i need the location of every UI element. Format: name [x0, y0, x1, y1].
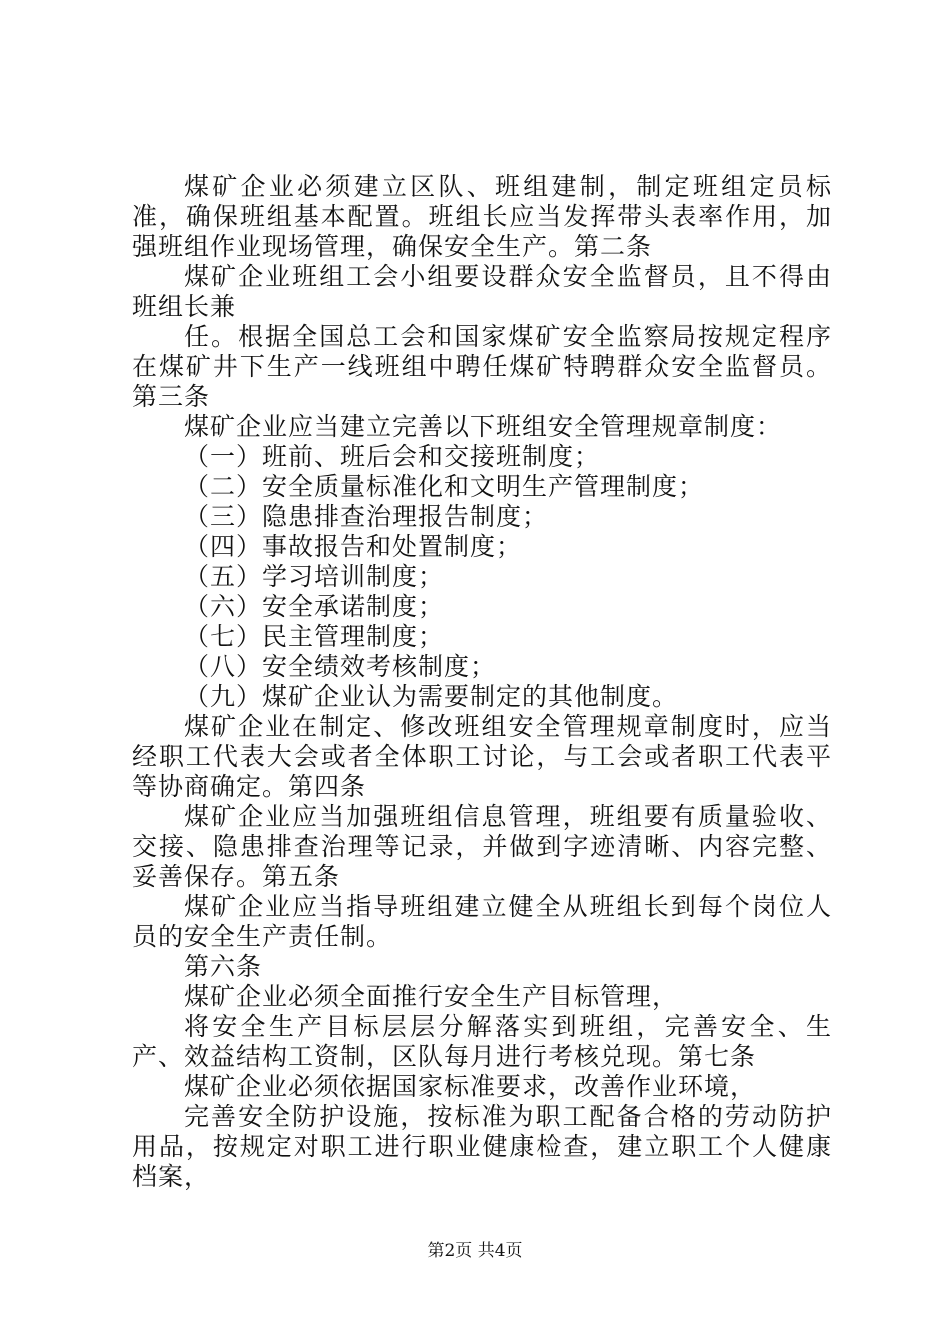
- paragraph: 任。根据全国总工会和国家煤矿安全监察局按规定程序在煤矿井下生产一线班组中聘任煤矿特聘群众安全监督员。第三条: [132, 322, 832, 411]
- list-item: （三）隐患排查治理报告制度；: [184, 502, 549, 531]
- paragraph: 煤矿企业必须建立区队、班组建制，制定班组定员标准，确保班组基本配置。班组长应当发挥带头表率作用，加强班组作业现场管理，确保安全生产。第二条: [132, 172, 832, 261]
- paragraph: 将安全生产目标层层分解落实到班组，完善安全、生产、效益结构工资制，区队每月进行考核兑现。第七条: [132, 1012, 832, 1071]
- paragraph: 完善安全防护设施，按标准为职工配备合格的劳动防护用品，按规定对职工进行职业健康检查，建立职工个人健康档案，: [132, 1102, 832, 1191]
- paragraph: 煤矿企业必须依据国家标准要求，改善作业环境，: [184, 1072, 757, 1101]
- paragraph: 煤矿企业应当加强班组信息管理，班组要有质量验收、交接、隐患排查治理等记录，并做到字迹清晰、内容完整、妥善保存。第五条: [132, 802, 832, 891]
- list-item: （一）班前、班后会和交接班制度；: [184, 442, 601, 471]
- list-item: （六）安全承诺制度；: [184, 592, 445, 621]
- page-footer: [0, 1240, 950, 1262]
- list-item: （九）煤矿企业认为需要制定的其他制度。: [184, 682, 679, 711]
- paragraph: 煤矿企业在制定、修改班组安全管理规章制度时，应当经职工代表大会或者全体职工讨论，与工会或者职工代表平等协商确定。第四条: [132, 712, 832, 801]
- paragraph: 煤矿企业班组工会小组要设群众安全监督员，且不得由班组长兼: [132, 262, 832, 321]
- list-item: （二）安全质量标准化和文明生产管理制度；: [184, 472, 705, 501]
- page-number: 第2页 共4页: [427, 1241, 523, 1261]
- list-item: （五）学习培训制度；: [184, 562, 445, 591]
- list-item: （八）安全绩效考核制度；: [184, 652, 497, 681]
- document-body: [132, 172, 832, 1192]
- list-item: （七）民主管理制度；: [184, 622, 445, 651]
- article-heading: 第六条: [184, 952, 263, 981]
- paragraph: 煤矿企业必须全面推行安全生产目标管理，: [184, 982, 679, 1011]
- paragraph: 煤矿企业应当建立完善以下班组安全管理规章制度：: [184, 412, 783, 441]
- paragraph: 煤矿企业应当指导班组建立健全从班组长到每个岗位人员的安全生产责任制。: [132, 892, 832, 951]
- list-item: （四）事故报告和处置制度；: [184, 532, 523, 561]
